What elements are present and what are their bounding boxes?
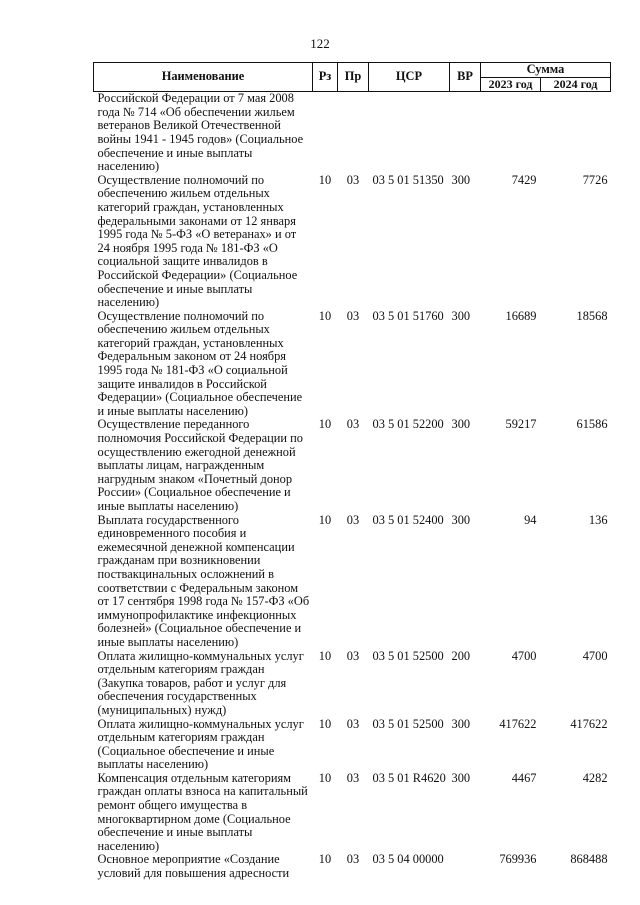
row-vr: 300 (451, 512, 471, 527)
row-name: Российской Федерации от 7 мая 2008 года № 714 «Об обеспечении жильем ветеранов Великой Отечественной войны 1941 - 1945 годов» (Социальное обеспечение и иные выплаты населению) (97, 91, 304, 174)
header-year-2023: 2023 год (481, 77, 541, 92)
header-name: Наименование (94, 63, 313, 92)
row-csr: 03 5 04 00000 (372, 852, 444, 867)
row-rz: 10 (318, 852, 332, 867)
row-pr: 03 (346, 172, 360, 187)
row-pr: 03 (346, 512, 360, 527)
row-name: Оплата жилищно-коммунальных услуг отдельным категориям граждан (Закупка товаров, работ и услуг для обеспечения государственных (муниципальных) нужд) (97, 648, 304, 717)
table-row (94, 174, 611, 310)
row-pr: 03 (346, 417, 360, 432)
row-sum-2024: 4700 (582, 648, 608, 663)
row-sum-2023: 4700 (511, 648, 537, 663)
row-rz: 10 (318, 172, 332, 187)
row-rz: 10 (318, 716, 332, 731)
row-rz: 10 (318, 512, 332, 527)
row-name: Осуществление полномочий по обеспечению жильем отдельных категорий граждан, установленных федеральными законами от 12 января 1995 года № 5-ФЗ «О ветеранах» и от 24 ноября 1995 года № 181-ФЗ «О социальной защите инвалидов в Российской Федерации» (Социальное обеспечение и иные выплаты населению) (97, 172, 298, 310)
row-sum-2023: 94 (524, 512, 537, 527)
row-csr: 03 5 01 52200 (372, 417, 444, 432)
row-csr: 03 5 01 52400 (372, 512, 444, 527)
row-sum-2024: 18568 (576, 308, 608, 323)
row-name: Оплата жилищно-коммунальных услуг отдельным категориям граждан (Социальное обеспечение и иные выплаты населению) (97, 716, 304, 772)
budget-table (93, 62, 611, 881)
row-rz: 10 (318, 648, 332, 663)
row-rz: 10 (318, 308, 332, 323)
row-sum-2024 (541, 92, 611, 174)
row-sum-2023 (481, 92, 541, 174)
row-vr: 300 (451, 770, 471, 785)
row-sum-2024: 7726 (582, 172, 608, 187)
row-vr: 300 (451, 172, 471, 187)
row-sum-2023: 59217 (505, 417, 537, 432)
row-csr: 03 5 01 R4620 (372, 770, 446, 785)
row-pr: 03 (346, 648, 360, 663)
row-vr: 300 (451, 716, 471, 731)
table-row (94, 718, 611, 772)
header-pr: Пр (338, 63, 369, 92)
row-sum-2024: 61586 (576, 417, 608, 432)
header-csr: ЦСР (369, 63, 450, 92)
row-pr: 03 (346, 716, 360, 731)
table-header (94, 63, 611, 92)
row-vr: 300 (451, 417, 471, 432)
row-vr (450, 853, 481, 880)
header-vr: ВР (450, 63, 481, 92)
row-csr: 03 5 01 52500 (372, 716, 444, 731)
header-year-2024: 2024 год (541, 77, 611, 92)
table-row (94, 310, 611, 419)
row-sum-2024: 4282 (582, 770, 608, 785)
header-sum: Сумма (481, 63, 611, 78)
row-name: Компенсация отдельным категориям граждан оплаты взноса на капитальный ремонт общего имущества в многоквартирном доме (Социальное обеспечение и иные выплаты населению) (97, 770, 308, 853)
table-row (94, 650, 611, 718)
row-rz: 10 (318, 417, 332, 432)
page-number: 122 (310, 36, 330, 51)
row-pr (338, 92, 369, 174)
row-sum-2023: 4467 (511, 770, 537, 785)
row-name: Выплата государственного единовременного пособия и ежемесячной денежной компенсации гражданам при возникновении поствакцинальных осложнений в соответствии с Федеральным законом от 17 сентября 1998 года № 157-ФЗ «Об иммунопрофилактике инфекционных болезней» (Социальное обеспечение и иные выплаты населению) (97, 512, 310, 649)
row-csr: 03 5 01 52500 (372, 648, 444, 663)
row-sum-2023: 769936 (499, 852, 537, 867)
table-row (94, 92, 611, 174)
row-sum-2023: 16689 (505, 308, 537, 323)
row-csr (369, 92, 450, 174)
table-body (94, 92, 611, 881)
table-row (94, 772, 611, 854)
row-pr: 03 (346, 852, 360, 867)
row-rz (313, 92, 338, 174)
row-rz: 10 (318, 770, 332, 785)
row-sum-2024: 868488 (570, 852, 608, 867)
row-pr: 03 (346, 770, 360, 785)
row-name: Осуществление переданного полномочия Российской Федерации по осуществлению ежегодной денежной выплаты лицам, награжденным нагрудным знаком «Почетный донор России» (Социальное обеспечение и иные выплаты населению) (97, 417, 303, 513)
row-pr: 03 (346, 308, 360, 323)
row-csr: 03 5 01 51350 (372, 172, 444, 187)
row-sum-2024: 136 (588, 512, 608, 527)
row-vr: 200 (451, 648, 471, 663)
row-sum-2024: 417622 (570, 716, 608, 731)
row-name: Осуществление полномочий по обеспечению жильем отдельных категорий граждан, установленных Федеральным законом от 24 ноября 1995 года № 181-ФЗ «О социальной защите инвалидов в Российской Федерации» (Социальное обеспечение и иные выплаты населению) (97, 308, 303, 418)
row-vr: 300 (451, 308, 471, 323)
table-row (94, 514, 611, 650)
table-row (94, 853, 611, 880)
row-csr: 03 5 01 51760 (372, 308, 444, 323)
row-sum-2023: 7429 (511, 172, 537, 187)
header-rz: Рз (313, 63, 338, 92)
row-vr (450, 92, 481, 174)
row-name: Основное мероприятие «Создание условий для повышения адресности (97, 852, 290, 881)
table-row (94, 418, 611, 513)
row-sum-2023: 417622 (499, 716, 537, 731)
